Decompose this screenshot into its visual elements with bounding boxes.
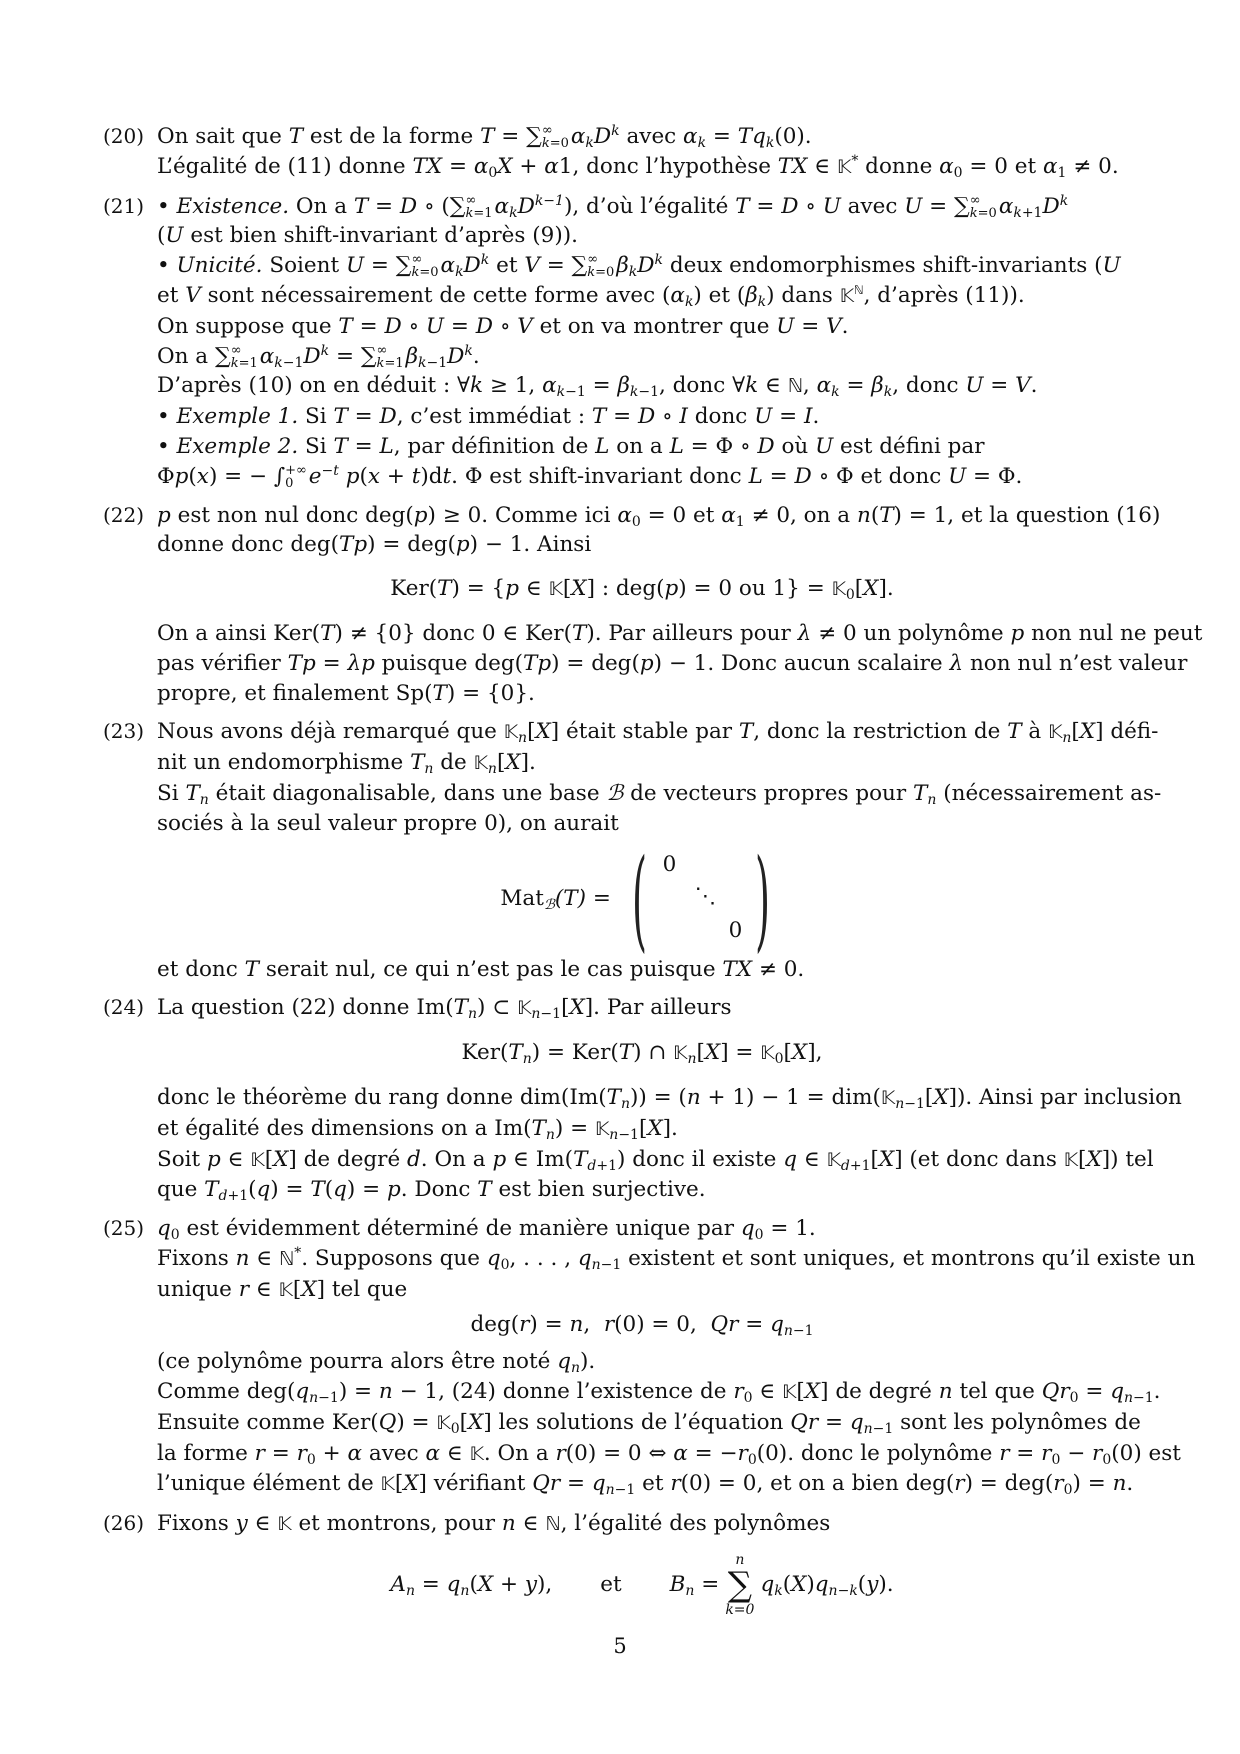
text-line: donc le théorème du rang donne $dim(Im(T_n)) = (n + 1) - 1$ = dim(𝕂$_{n-1}$[X]). Ainsi par inclusion: [157, 1084, 1182, 1112]
item-number: (20): [103, 124, 145, 148]
text-line: • Exemple 2. Si T = L, par définition de L on a L = Φ ∘ D où U est défini par: [157, 433, 985, 459]
matrix-arg: (T) =: [554, 885, 611, 911]
text-line: Comme $deg(q_{n-1}) = n - 1$, (24) donne l’existence de $r_0$ ∈ 𝕂[X] de degré n tel que $Qr_0 = q_{n-1}$.: [157, 1379, 1161, 1407]
text-line: • Existence. On a T = D ∘ (∑∞ $k=1\alpha_kD^{k-1}$), d’où l’égalité T = D ∘ U avec U = ∑∞ $k=0\alpha_{k+1}D^k$: [157, 192, 1069, 221]
text-line: Fixons n ∈ ℕ*. Supposons que $q_0$, . . . , $q_{n-1}$ existent et sont uniques, et montrons qu’il existe un: [157, 1244, 1196, 1273]
text-line: On a ainsi Ker(T) ≠ {0} donc 0 ∈ Ker(T). Par ailleurs pour λ ≠ 0 un polynôme p non nul ne peut: [157, 620, 1203, 646]
summation-symbol: n ∑ k=0: [725, 1552, 755, 1619]
text-line: • Unicité. Soient U = ∑∞ $k=0\alpha_kD^k$ et V = ∑∞ $k=0\beta_kD^k$ deux endomorphismes shift-invariants (U: [157, 252, 1121, 281]
matrix-dots: ⋱: [694, 883, 717, 909]
text-line: donne donc deg(Tp) = deg(p) − 1. Ainsi: [157, 532, 592, 558]
equation-a: $A_n = q_n(X + y)$,: [390, 1572, 553, 1600]
item-24: [103, 993, 1182, 1205]
equation-connector: et: [600, 1572, 622, 1598]
text-line: (ce polynôme pourra alors être noté $q_n$).: [157, 1349, 596, 1377]
text-line: (U est bien shift-invariant d’après (9)).: [157, 223, 578, 249]
item-25: [103, 1214, 1196, 1500]
item-number: (24): [103, 995, 145, 1020]
text-line: nit un endomorphisme $T_n$ de 𝕂$_n$[X].: [157, 750, 536, 778]
item-26: [103, 1509, 1127, 1619]
document-body: [103, 122, 1203, 1627]
text-line: sociés à la seul valeur propre 0), on aurait: [157, 810, 619, 836]
text-line: Si $T_n$ était diagonalisable, dans une base ℬ de vecteurs propres pour $T_n$ (nécessairement as-: [157, 780, 1162, 808]
text-line: l’unique élément de 𝕂[X] vérifiant $Qr = q_{n-1}$ et r(0) = 0, et on a bien $deg(r) = deg(r_0) = n$.: [157, 1471, 1134, 1499]
display-equation: Ker(T) = {p ∈ 𝕂[X] : deg(p) = 0 ou 1} = 𝕂$_0$[X].: [390, 576, 894, 604]
item-22: [103, 501, 1203, 709]
text-line: pas vérifier Tp = λp puisque deg(Tp) = deg(p) − 1. Donc aucun scalaire λ non nul n’est valeur: [157, 650, 1188, 676]
item-number: (25): [103, 1216, 145, 1241]
matrix-body: [661, 851, 743, 944]
text-line: $q_0$ est évidemment déterminé de manière unique par $q_0 = 1$.: [157, 1216, 816, 1244]
matrix-label: Mat: [500, 885, 544, 911]
left-paren: (: [631, 834, 647, 963]
sum-lower: k=0: [725, 1602, 755, 1619]
right-paren: ): [754, 834, 770, 963]
display-equation: $Ker(T_n) = Ker(T)$ ∩ 𝕂$_n$[X] = 𝕂$_0$[X],: [461, 1040, 823, 1068]
equation-b-lhs: $B_n$ =: [669, 1572, 720, 1600]
item-23: [103, 717, 1162, 984]
text-line: unique r ∈ 𝕂[X] tel que: [157, 1276, 408, 1302]
page-number: 5: [613, 1634, 627, 1658]
text-line: Soit p ∈ 𝕂[X] de degré d. On a p ∈ $Im(T_{d+1})$ donc il existe q ∈ 𝕂$_{d+1}$[X] (et donc dans 𝕂[X]) tel: [157, 1146, 1154, 1174]
text-line: On sait que T est de la forme T = ∑∞ $k=0\alpha_kD^k$ avec $\alpha_k = Tq_k(0)$.: [157, 123, 812, 151]
matrix-equation: [157, 834, 1127, 963]
text-line: L’égalité de (11) donne TX = $\alpha_0X + \alpha 1$, donc l’hypothèse TX ∈ 𝕂* donne $\alpha_0 = 0$ et $\alpha_1 \ne 0$.: [157, 152, 1119, 181]
matrix-basis: ℬ: [543, 896, 555, 913]
item-number: (26): [103, 1511, 145, 1536]
text-line: et donc T serait nul, ce qui n’est pas le cas puisque TX ≠ 0.: [157, 956, 805, 982]
sum-upper: n: [735, 1552, 745, 1569]
diagonal-matrix: [618, 834, 784, 963]
item-21: [103, 192, 1127, 492]
equation-b-rhs: $q_k(X)q_{n-k}(y)$.: [760, 1572, 894, 1600]
text-line: propre, et finalement Sp(T) = {0}.: [157, 680, 535, 706]
text-line: On a ∑∞ $k=1\alpha_{k-1}D^k$ = ∑∞ $k=1\beta_{k-1}D^k$.: [157, 342, 480, 371]
item-number: (22): [103, 502, 145, 527]
text-line: On suppose que T = D ∘ U = D ∘ V et on va montrer que U = V.: [157, 313, 849, 339]
text-line: D’après (10) on en déduit : ∀k ≥ 1, $\alpha_{k-1} = \beta_{k-1}$, donc ∀k ∈ ℕ, $\alpha_k = \beta_k$, donc U = V.: [157, 373, 1038, 401]
item-number: (21): [103, 193, 145, 218]
text-line: p est non nul donc deg(p) ≥ 0. Comme ici $\alpha_0 = 0$ et $\alpha_1 \ne 0$, on a n(T) = 1, et la question (16): [157, 502, 1161, 530]
text-line: Fixons y ∈ 𝕂 et montrons, pour n ∈ ℕ, l’égalité des polynômes: [157, 1511, 831, 1537]
matrix-entry: 0: [728, 917, 743, 943]
text-line: La question (22) donne $Im(T_n)$ ⊂ 𝕂$_{n-1}$[X]. Par ailleurs: [157, 995, 732, 1023]
text-line: Φp(x) = − ∫+∞ 0 $e^{-t}$ p(x + t)dt. Φ est shift-invariant donc L = D ∘ Φ et donc U = Φ.: [157, 462, 1023, 491]
text-line: que $T_{d+1}(q) = T(q) = p$. Donc T est bien surjective.: [157, 1177, 706, 1205]
text-line: Nous avons déjà remarqué que 𝕂$_n$[X] était stable par T, donc la restriction de T à 𝕂$_n$[X] défi-: [157, 719, 1159, 747]
item-number: (23): [103, 719, 145, 744]
text-line: la forme $r = r_0 + \alpha$ avec α ∈ 𝕂. On a r(0) = 0 ⇔ $\alpha = -r_0(0)$. donc le polynôme $r = r_0 - r_0(0)$ est: [157, 1440, 1181, 1468]
display-equation: deg(r) = n, r(0) = 0, $Qr = q_{n-1}$: [470, 1311, 814, 1339]
text-line: et égalité des dimensions on a $Im(T_n)$ = 𝕂$_{n-1}$[X].: [157, 1115, 678, 1143]
text-line: et V sont nécessairement de cette forme avec $(\alpha_k)$ et $(\beta_k)$ dans 𝕂$^ℕ$, d’après (11)).: [157, 282, 1025, 310]
text-line: • Exemple 1. Si T = D, c’est immédiat : T = D ∘ I donc U = I.: [157, 404, 820, 430]
display-equation: [157, 1552, 1127, 1618]
item-20: [103, 122, 1127, 183]
text-line: Ensuite comme Ker(Q) = 𝕂$_0$[X] les solutions de l’équation $Qr = q_{n-1}$ sont les polynômes de: [157, 1409, 1141, 1437]
matrix-entry: 0: [662, 851, 677, 877]
